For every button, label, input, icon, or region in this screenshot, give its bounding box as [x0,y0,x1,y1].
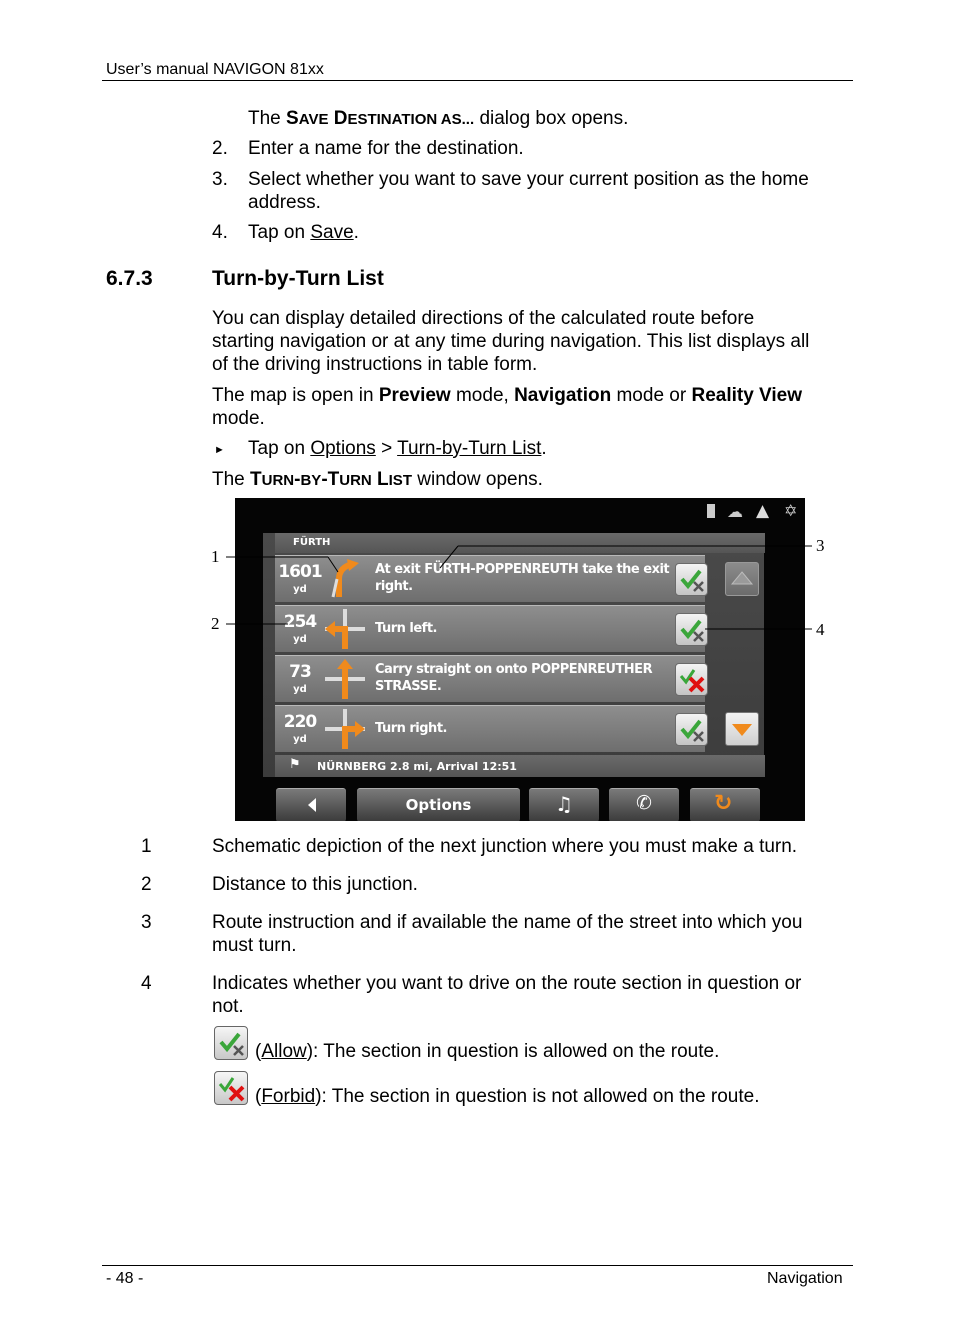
callout-lines [200,530,840,640]
legend-text: Indicates whether you want to drive on the route section in question or [212,973,802,994]
distance-value: 254 [283,612,317,632]
music-note-icon: ♫ [555,792,573,816]
legend-number: 4 [141,973,152,994]
legend-text: Route instruction and if available the name of the street into which you [212,912,803,933]
refresh-button[interactable] [690,788,760,821]
step-num: 2. [212,138,228,159]
music-button[interactable] [529,788,599,821]
allow-link[interactable]: Allow [261,1041,307,1062]
window-opens-line: The TURN-BY-TURN LIST window opens. [212,469,543,490]
distance-unit: yd [293,684,307,695]
options-link[interactable]: Options [310,438,376,459]
step-num: 4. [212,222,228,243]
forbid-description: (Forbid): The section in question is not allowed on the route. [255,1086,760,1107]
arrow-down-icon [726,713,758,745]
instruction-text: Turn right. [375,721,447,736]
legend-text: Schematic depiction of the next junction where you must make a turn. [212,836,798,857]
paragraph-line: starting navigation or at any time during navigation. This list displays all [212,331,810,352]
step-text: Select whether you want to save your current position as the home [248,169,809,190]
callout-4: 4 [816,620,825,639]
back-button[interactable] [276,788,346,821]
distance-value: 220 [283,712,317,732]
battery-icon [707,504,715,518]
bullet-line: Tap on Options > Turn-by-Turn List. [248,438,547,459]
legend-text: Distance to this junction. [212,874,418,895]
callout-3: 3 [816,536,825,555]
allow-toggle-button[interactable] [675,713,708,746]
turn-by-turn-list-link[interactable]: Turn-by-Turn List [397,438,542,459]
paragraph-line: You can display detailed directions of the calculated route before [212,308,755,329]
step-text: address. [248,192,321,213]
chapter-name: Navigation [767,1270,843,1287]
legend-number: 1 [141,836,152,857]
save-link[interactable]: Save [310,222,354,243]
route-step-row[interactable] [275,705,705,752]
gps-icon: ✡ [784,501,798,520]
section-title: Turn-by-Turn List [212,267,384,290]
bullet-triangle-icon: ► [214,444,225,456]
city-header: FÜRTH [275,533,765,553]
allow-description: (Allow): The section in question is allowed on the route. [255,1041,720,1062]
distance-unit: yd [293,584,307,595]
refresh-icon: ↻ [714,791,733,816]
destination-bar: ⚑ NÜRNBERG 2.8 mi, Arrival 12:51 [275,755,765,777]
allow-check-icon [676,714,707,745]
phone-button[interactable] [609,788,679,821]
turn-right-icon [325,709,365,749]
options-button[interactable]: Options [357,788,520,821]
legend-text: must turn. [212,935,297,956]
distance-unit: yd [293,734,307,745]
footer-rule [102,1265,853,1266]
straight-ahead-icon [325,659,365,699]
warning-icon: ▲ [756,501,770,521]
dialog-opens-line: The SAVE DESTINATION AS... dialog box opens. [248,108,629,129]
callout-1: 1 [211,547,220,566]
instruction-text: Carry straight on onto POPPENREUTHER STRASSE. [375,662,653,694]
route-step-row[interactable] [275,655,705,702]
paragraph-line: of the driving instructions in table form. [212,354,538,375]
step-num: 3. [212,169,228,190]
tmc-icon: ☁ [727,502,743,521]
legend-number: 2 [141,874,152,895]
distance-value: 73 [289,662,311,682]
forbid-legend-icon [214,1071,248,1105]
page-number: - 48 - [106,1270,144,1287]
instruction-text: Turn left. [375,621,437,636]
callout-2: 2 [211,614,220,633]
header-rule [102,80,853,81]
phone-icon: ✆ [636,792,652,814]
distance-unit: yd [293,634,307,645]
scroll-down-button[interactable] [725,712,759,746]
forbid-cross-icon [676,664,707,695]
forbid-link[interactable]: Forbid [261,1086,316,1107]
destination-flag-icon: ⚑ [289,757,301,772]
legend-number: 3 [141,912,152,933]
paragraph-line: The map is open in Preview mode, Navigation mode or Reality View [212,385,803,406]
step-text: Tap on Save. [248,222,359,243]
allow-legend-icon [214,1026,248,1060]
back-arrow-icon [276,789,346,821]
running-header: User’s manual NAVIGON 81xx [106,61,324,78]
distance-value: 1601 [278,562,322,582]
legend-text: not. [212,996,244,1017]
instruction-text: At exit FÜRTH-POPPENREUTH take the exit right. [375,562,670,594]
forbid-toggle-button[interactable] [675,663,708,696]
step-text: Enter a name for the destination. [248,138,524,159]
paragraph-line: mode. [212,408,265,429]
section-number: 6.7.3 [106,267,153,290]
